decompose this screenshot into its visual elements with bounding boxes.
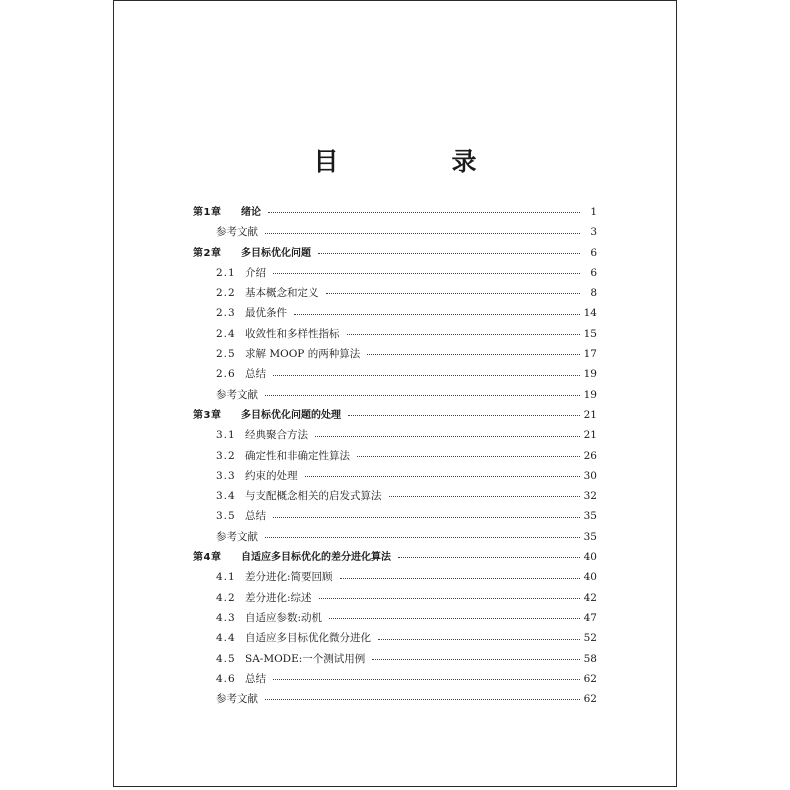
toc-entry-section[interactable] — [193, 608, 597, 628]
section-number: 3.3 — [216, 469, 236, 482]
toc-entry-reference[interactable] — [193, 689, 597, 709]
toc-entry-section[interactable] — [193, 506, 597, 526]
dot-leader — [398, 557, 580, 558]
page-number: 19 — [583, 368, 597, 381]
toc-entry-label: 参考文献 — [216, 693, 258, 706]
toc-entry-reference[interactable] — [193, 527, 597, 547]
page-number: 19 — [583, 388, 597, 401]
toc-entry-label: 差分进化:简要回顾 — [245, 571, 333, 584]
page-number: 8 — [590, 287, 597, 300]
dot-leader — [357, 456, 580, 457]
section-number: 2.3 — [216, 307, 236, 320]
page-number: 47 — [583, 611, 597, 624]
chapter-number: 第3章 — [193, 409, 222, 421]
section-number: 4.5 — [216, 652, 236, 665]
chapter-number: 第4章 — [193, 552, 222, 564]
toc-entry-section[interactable] — [193, 446, 597, 466]
toc-entry-reference[interactable] — [193, 222, 597, 242]
page-number: 35 — [583, 530, 597, 543]
section-number: 3.2 — [216, 449, 236, 462]
page-number: 62 — [583, 693, 597, 706]
page-number: 6 — [590, 266, 597, 279]
dot-leader — [329, 618, 580, 619]
section-number: 4.6 — [216, 672, 236, 685]
toc-entry-label: 参考文献 — [216, 388, 258, 401]
toc-entry-section[interactable] — [193, 669, 597, 689]
dot-leader — [273, 517, 580, 518]
page-number: 26 — [583, 449, 597, 462]
toc-entry-reference[interactable] — [193, 385, 597, 405]
dot-leader — [315, 436, 580, 437]
toc-entry-label: 绪论 — [241, 207, 261, 218]
page-number: 14 — [583, 307, 597, 320]
dot-leader — [378, 639, 580, 640]
section-number: 4.3 — [216, 611, 236, 624]
dot-leader — [347, 334, 581, 335]
chapter-number: 第2章 — [193, 247, 222, 259]
page-number: 58 — [583, 652, 597, 665]
section-number: 2.1 — [216, 266, 236, 279]
section-number: 3.1 — [216, 429, 236, 442]
toc-title: 目 录 — [313, 147, 521, 176]
toc-entry-section[interactable] — [193, 344, 597, 364]
dot-leader — [372, 659, 580, 660]
page-number: 15 — [583, 327, 597, 340]
page-number: 30 — [583, 469, 597, 482]
toc-entry-chapter[interactable] — [193, 547, 597, 567]
toc-entry-label: 自适应多目标优化的差分进化算法 — [241, 552, 391, 564]
toc-entry-section[interactable] — [193, 567, 597, 587]
page-number: 6 — [590, 246, 597, 259]
toc-entry-section[interactable] — [193, 364, 597, 384]
dot-leader — [348, 415, 580, 416]
section-number: 3.5 — [216, 510, 236, 523]
dot-leader — [265, 233, 580, 234]
page-number: 62 — [583, 672, 597, 685]
page-number: 40 — [583, 571, 597, 584]
toc-entry-section[interactable] — [193, 466, 597, 486]
toc-entry-label: 总结 — [245, 368, 266, 381]
toc-entry-label: 求解 MOOP 的两种算法 — [245, 348, 361, 361]
dot-leader — [389, 496, 581, 497]
section-number: 2.2 — [216, 287, 236, 300]
section-number: 2.5 — [216, 348, 236, 361]
toc-entry-section[interactable] — [193, 649, 597, 669]
toc-entry-chapter[interactable] — [193, 202, 597, 222]
table-of-contents — [193, 202, 597, 709]
toc-entry-label: 自适应多目标优化微分进化 — [245, 632, 371, 645]
toc-entry-label: 约束的处理 — [245, 469, 298, 482]
toc-entry-section[interactable] — [193, 425, 597, 445]
toc-entry-label: 总结 — [245, 672, 266, 685]
toc-entry-label: 介绍 — [245, 266, 266, 279]
page-number: 32 — [583, 490, 597, 503]
toc-entry-section[interactable] — [193, 303, 597, 323]
dot-leader — [318, 253, 580, 254]
toc-entry-section[interactable] — [193, 324, 597, 344]
dot-leader — [326, 293, 581, 294]
toc-entry-label: 经典聚合方法 — [245, 429, 308, 442]
toc-entry-label: 多目标优化问题的处理 — [241, 409, 341, 421]
page-number: 17 — [583, 348, 597, 361]
dot-leader — [367, 354, 580, 355]
toc-entry-label: 总结 — [245, 510, 266, 523]
dot-leader — [273, 679, 580, 680]
toc-entry-label: 收敛性和多样性指标 — [245, 327, 340, 340]
page-number: 52 — [583, 632, 597, 645]
dot-leader — [319, 598, 580, 599]
section-number: 3.4 — [216, 490, 236, 503]
toc-entry-label: 参考文献 — [216, 226, 258, 239]
toc-entry-section[interactable] — [193, 588, 597, 608]
toc-entry-label: 多目标优化问题 — [241, 247, 311, 259]
dot-leader — [294, 314, 580, 315]
section-number: 4.4 — [216, 632, 236, 645]
chapter-number: 第1章 — [193, 207, 222, 218]
toc-entry-section[interactable] — [193, 628, 597, 648]
dot-leader — [265, 395, 580, 396]
toc-entry-chapter[interactable] — [193, 243, 597, 263]
dot-leader — [265, 699, 580, 700]
toc-entry-section[interactable] — [193, 263, 597, 283]
page-number: 42 — [583, 591, 597, 604]
dot-leader — [273, 375, 580, 376]
toc-entry-label: 差分进化:综述 — [245, 591, 312, 604]
toc-entry-label: 基本概念和定义 — [245, 287, 319, 300]
toc-entry-section[interactable] — [193, 283, 597, 303]
section-number: 2.6 — [216, 368, 236, 381]
toc-entry-label: SA-MODE:一个测试用例 — [245, 652, 366, 665]
toc-entry-label: 最优条件 — [245, 307, 287, 320]
page-number: 21 — [583, 408, 597, 421]
toc-entry-label: 参考文献 — [216, 530, 258, 543]
toc-entry-chapter[interactable] — [193, 405, 597, 425]
dot-leader — [305, 476, 581, 477]
toc-entry-label: 确定性和非确定性算法 — [245, 449, 350, 462]
toc-entry-label: 与支配概念相关的启发式算法 — [245, 490, 382, 503]
page-number: 35 — [583, 510, 597, 523]
page-number: 21 — [583, 429, 597, 442]
toc-entry-section[interactable] — [193, 486, 597, 506]
page-number: 40 — [583, 551, 597, 564]
toc-entry-label: 自适应参数:动机 — [245, 611, 323, 624]
section-number: 4.2 — [216, 591, 236, 604]
dot-leader — [268, 212, 580, 213]
section-number: 4.1 — [216, 571, 236, 584]
section-number: 2.4 — [216, 327, 236, 340]
dot-leader — [273, 273, 580, 274]
page-number: 1 — [590, 206, 597, 218]
dot-leader — [265, 537, 580, 538]
page-number: 3 — [590, 226, 597, 239]
dot-leader — [340, 578, 580, 579]
